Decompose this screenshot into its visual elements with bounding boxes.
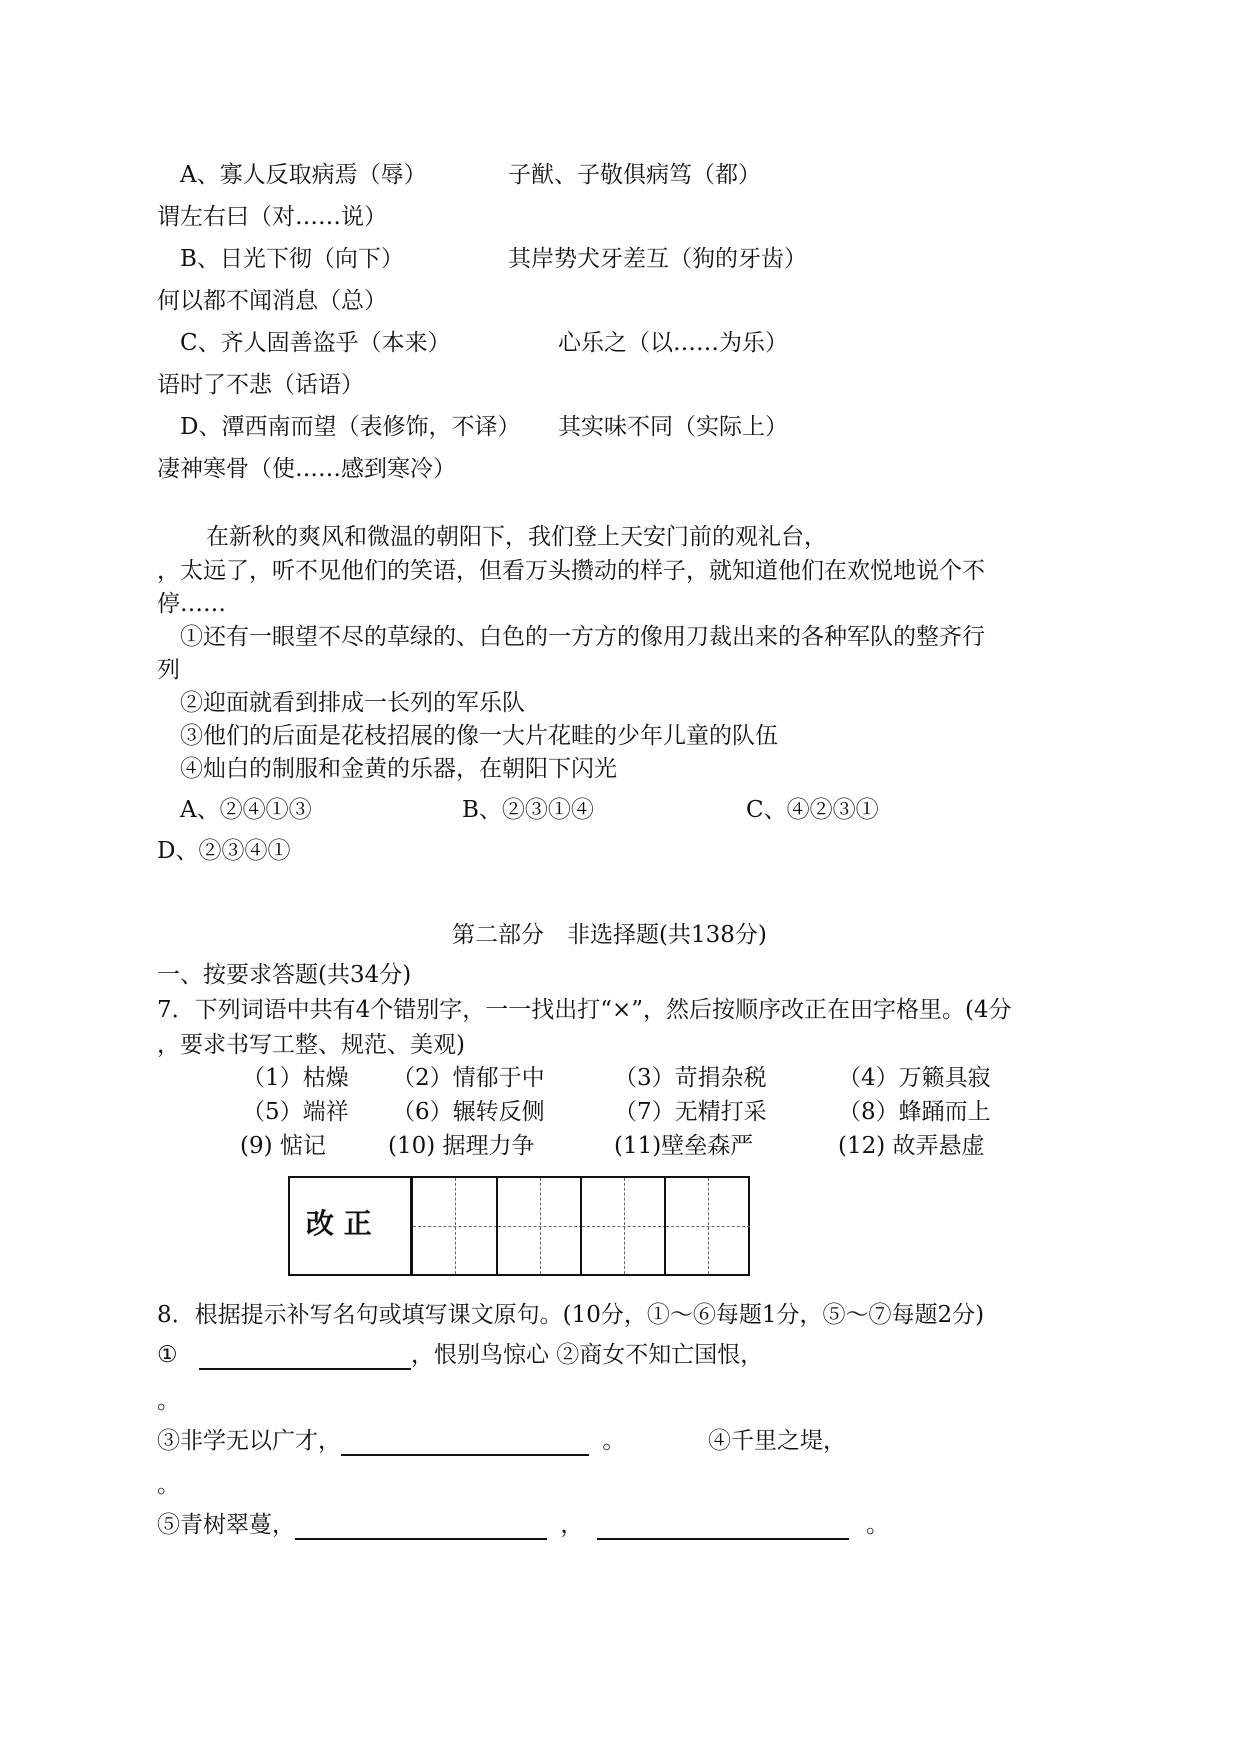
sentence-2: ②迎面就看到排成一长列的军乐队 [180, 690, 525, 716]
option-d-part1: D、潭西南而望（表修饰，不译） [180, 414, 521, 440]
word-6: （6）辗转反侧 [392, 1099, 545, 1125]
part-two-title: 第二部分 非选择题(共138分) [452, 922, 767, 948]
grid-cell-2[interactable] [496, 1178, 582, 1274]
answer-option-a: A、②④①③ [180, 797, 312, 823]
blank-5a[interactable] [295, 1516, 547, 1540]
q7-stem-line2: ，要求书写工整、规范、美观) [157, 1032, 465, 1058]
sentence-3: ③他们的后面是花枝招展的像一大片花畦的少年儿童的队伍 [180, 723, 778, 749]
option-d-part3: 凄神寒骨（使……感到寒冷） [157, 456, 456, 482]
word-5: （5）端祥 [242, 1099, 349, 1125]
passage-line-1: 在新秋的爽风和微温的朝阳下，我们登上天安门前的观礼台， [206, 524, 827, 550]
option-b-part1: B、日光下彻（向下） [180, 246, 404, 272]
option-c-part2: 心乐之（以……为乐） [558, 330, 788, 356]
sentence-1b: 列 [157, 657, 180, 683]
q8-dot2: 。 [157, 1472, 180, 1498]
word-1: （1）枯燥 [242, 1065, 349, 1091]
word-11: (11)壁垒森严 [614, 1133, 754, 1159]
blank-5b[interactable] [597, 1516, 849, 1540]
q8-item1-number: ① [157, 1342, 178, 1368]
option-a-part1: A、寡人反取病焉（辱） [180, 162, 427, 188]
answer-option-c: C、④②③① [746, 797, 879, 823]
q8-item3-text: ③非学无以广才， [157, 1428, 341, 1454]
correction-grid [288, 1176, 750, 1276]
q8-item5-comma: ， [560, 1512, 584, 1538]
word-8: （8）蜂踊而上 [838, 1099, 991, 1125]
q8-line3 [157, 1510, 889, 1540]
word-3: （3）苛捐杂税 [614, 1065, 767, 1091]
word-2: （2）情郁于中 [392, 1065, 545, 1091]
answer-option-d: D、②③④① [157, 838, 291, 864]
word-4: （4）万籁具寂 [838, 1065, 991, 1091]
q8-item3-end: 。 [602, 1428, 626, 1454]
q7-stem-line1: 7．下列词语中共有4个错别字，一一找出打“×”，然后按顺序改正在田字格里。(4分 [157, 997, 1012, 1023]
sentence-1a: ①还有一眼望不尽的草绿的、白色的一方方的像用刀裁出来的各种军队的整齐行 [180, 624, 985, 650]
section-one-heading: 一、按要求答题(共34分) [157, 962, 412, 988]
blank-1[interactable] [199, 1346, 411, 1370]
grid-label: 改 正 [306, 1207, 372, 1240]
sentence-4: ④灿白的制服和金黄的乐器，在朝阳下闪光 [180, 756, 617, 782]
passage-line-3: 停…… [157, 591, 226, 617]
q8-line1 [157, 1340, 763, 1370]
q8-line2 [157, 1426, 625, 1456]
grid-cell-3[interactable] [580, 1178, 666, 1274]
option-c-part1: C、齐人固善盗乎（本来） [180, 330, 451, 356]
q8-item5-end: 。 [865, 1512, 889, 1538]
word-9: (9) 惦记 [240, 1133, 326, 1159]
answer-option-b: B、②③①④ [462, 797, 594, 823]
word-7: （7）无精打采 [614, 1099, 767, 1125]
option-b-part3: 何以都不闻消息（总） [157, 288, 387, 314]
option-a-part3: 谓左右曰（对……说） [157, 204, 387, 230]
blank-3[interactable] [341, 1432, 589, 1456]
q8-stem: 8．根据提示补写名句或填写课文原句。(10分，①～⑥每题1分，⑤～⑦每题2分) [157, 1302, 985, 1328]
passage-line-2: ，太远了，听不见他们的笑语，但看万头攒动的样子，就知道他们在欢悦地说个不 [157, 558, 985, 584]
word-10: (10) 据理力争 [388, 1133, 535, 1159]
option-c-part3: 语时了不悲（话语） [157, 372, 364, 398]
q8-item4-text: ④千里之堤， [708, 1428, 846, 1454]
grid-cell-1[interactable] [410, 1178, 497, 1274]
word-12: (12) 故弄悬虚 [838, 1133, 985, 1159]
option-d-part2: 其实味不同（实际上） [558, 414, 788, 440]
q8-dot1: 。 [157, 1388, 180, 1414]
q8-item5-text: ⑤青树翠蔓， [157, 1512, 295, 1538]
option-a-part2: 子猷、子敬俱病笃（都） [508, 162, 761, 188]
q8-line1-text: ，恨别鸟惊心 ②商女不知亡国恨， [410, 1342, 764, 1368]
option-b-part2: 其岸势犬牙差互（狗的牙齿） [508, 246, 807, 272]
grid-cell-4[interactable] [664, 1178, 750, 1274]
